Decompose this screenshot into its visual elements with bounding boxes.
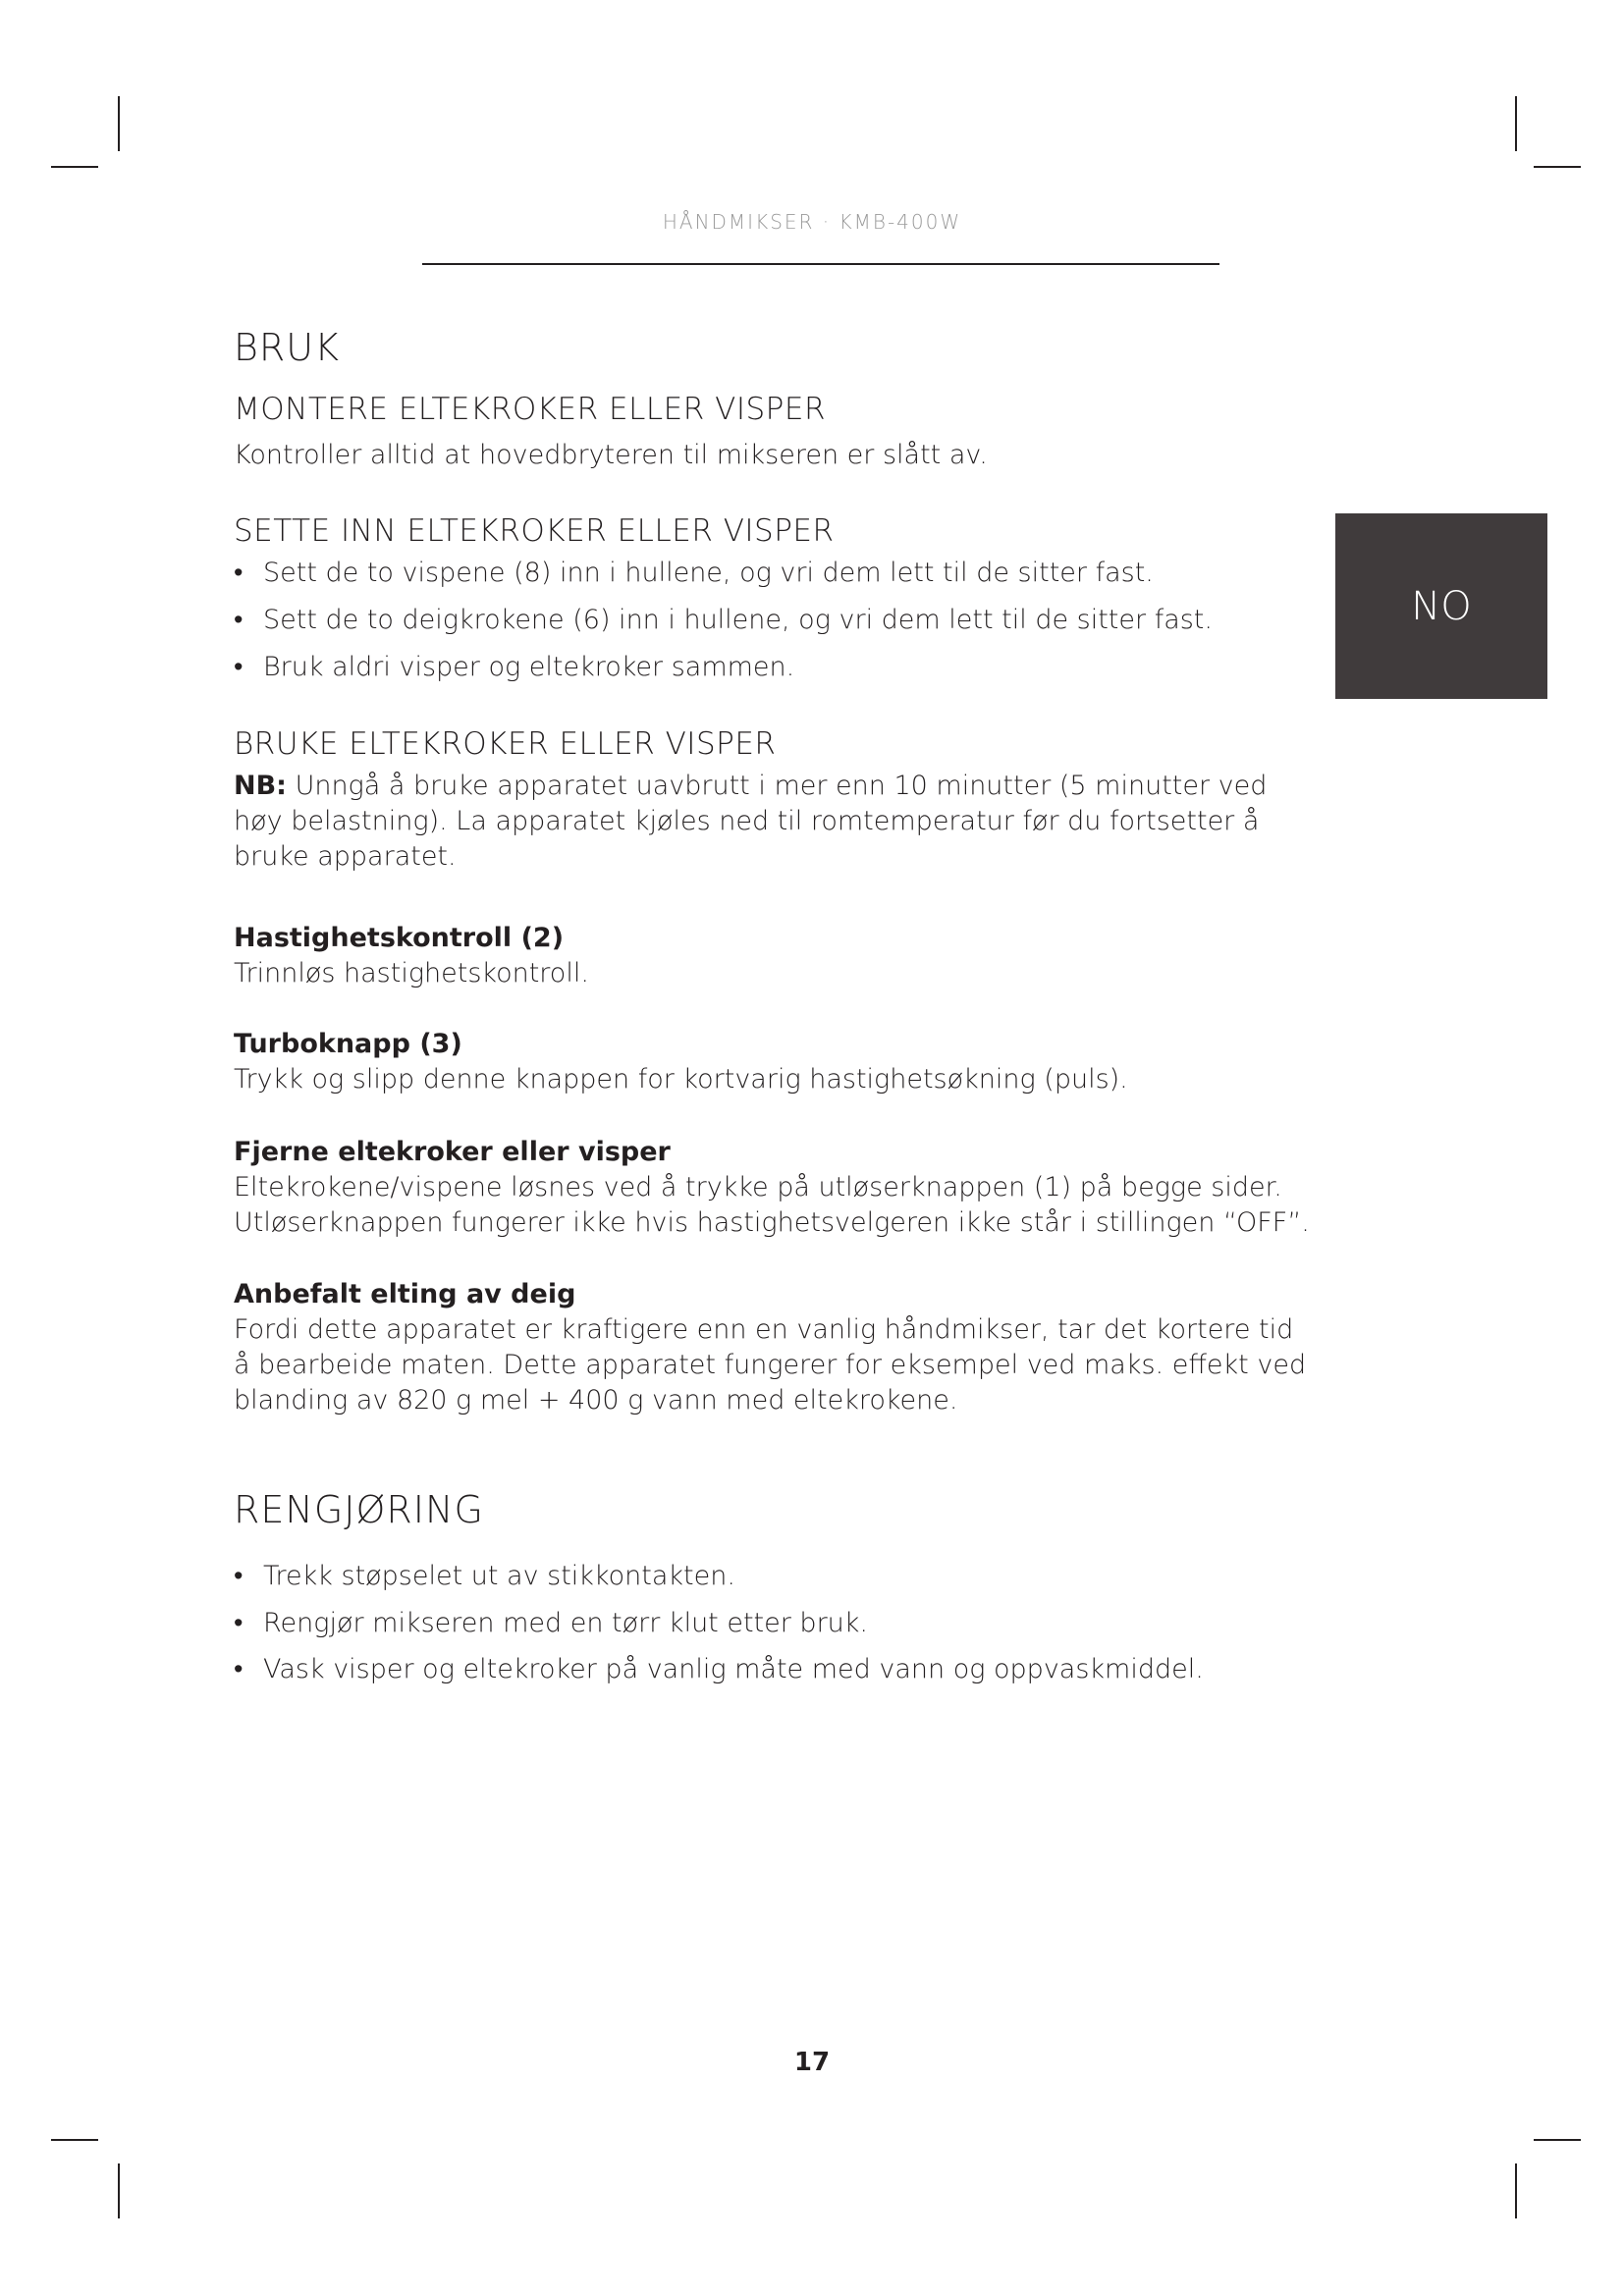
item-text: Trykk og slipp denne knappen for kortvarig hastighetsøkning (puls). [234, 1063, 1128, 1095]
header-rule [422, 263, 1219, 265]
section-title-rengjoring: RENGJØRING [234, 1488, 484, 1531]
crop-mark-bottom-right-vertical [1515, 2163, 1517, 2218]
montere-text: Kontroller alltid at hovedbryteren til mikseren er slått av. [234, 440, 988, 471]
list-item: • Trekk støpselet ut av stikkontakten. [234, 1559, 1324, 1594]
item-heading: Hastighetskontroll (2) [234, 923, 565, 953]
crop-mark-bottom-left-horizontal [51, 2139, 98, 2141]
language-tab-label: NO [1411, 583, 1472, 629]
item-hastighetskontroll [234, 921, 1324, 991]
nb-text: Unngå å bruke apparatet uavbrutt i mer enn 10 minutter (5 minutter ved høy belastning). La apparatet kjøles ned til romtemperatur før du fortsetter å bruke apparatet. [234, 771, 1268, 872]
subsection-sette-inn [234, 513, 1324, 685]
crop-mark-bottom-left-vertical [118, 2163, 120, 2218]
list-item: • Sett de to vispene (8) inn i hullene, og vri dem lett til de sitter fast. [234, 556, 1324, 591]
sette-inn-list [234, 556, 1324, 685]
section-bruk [234, 326, 1324, 371]
subsection-title-bruke: BRUKE ELTEKROKER ELLER VISPER [234, 726, 777, 762]
crop-mark-bottom-right-horizontal [1534, 2139, 1581, 2141]
subsection-title-sette-inn: SETTE INN ELTEKROKER ELLER VISPER [234, 513, 835, 549]
item-text: Trinnløs hastighetskontroll. [234, 957, 589, 988]
page-number: 17 [793, 2048, 831, 2077]
section-rengjoring [234, 1488, 1324, 1687]
list-item: • Bruk aldri visper og eltekroker sammen. [234, 650, 1324, 685]
item-text: Eltekrokene/vispene løsnes ved å trykke på utløserknappen (1) på begge sider. Utløserknappen fungerer ikke hvis hastighetsvelgeren ikke står i stillingen “OFF”. [234, 1171, 1310, 1238]
nb-paragraph [234, 769, 1314, 875]
running-header: HÅNDMIKSER · KMB-400W [662, 210, 962, 234]
list-item: • Rengjør mikseren med en tørr klut etter bruk. [234, 1606, 1324, 1641]
item-heading: Anbefalt elting av deig [234, 1279, 576, 1309]
language-tab [1335, 513, 1547, 699]
subsection-bruke [234, 726, 1324, 875]
nb-label: NB: [234, 771, 287, 802]
crop-mark-top-right-vertical [1515, 96, 1517, 151]
list-item: • Vask visper og eltekroker på vanlig måte med vann og oppvaskmiddel. [234, 1652, 1324, 1687]
item-fjerne [234, 1135, 1324, 1241]
list-item: • Sett de to deigkrokene (6) inn i hullene, og vri dem lett til de sitter fast. [234, 603, 1324, 638]
crop-mark-top-left-vertical [118, 96, 120, 151]
item-text: Fordi dette apparatet er kraftigere enn en vanlig håndmikser, tar det kortere tid å bearbeide maten. Dette apparatet fungerer for eksempel ved maks. effekt ved blanding av 820 g mel + 400 g vann med eltekrokene. [234, 1313, 1307, 1415]
item-heading: Turboknapp (3) [234, 1029, 462, 1059]
crop-mark-top-right-horizontal [1534, 166, 1581, 168]
subsection-montere [234, 392, 1324, 473]
item-anbefalt [234, 1277, 1324, 1418]
section-title-bruk: BRUK [234, 326, 341, 369]
item-turboknapp [234, 1027, 1324, 1097]
subsection-title-montere: MONTERE ELTEKROKER ELLER VISPER [234, 392, 826, 427]
crop-mark-top-left-horizontal [51, 166, 98, 168]
item-heading: Fjerne eltekroker eller visper [234, 1137, 671, 1167]
rengjoring-list [234, 1559, 1324, 1688]
